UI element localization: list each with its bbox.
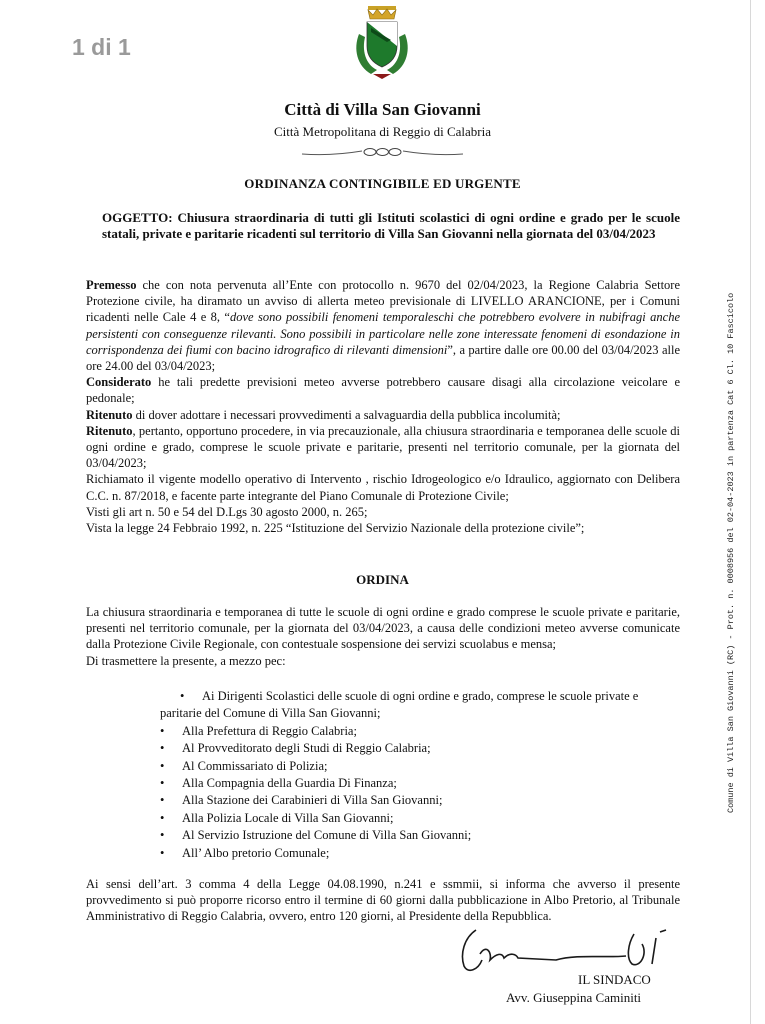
list-item bbox=[160, 758, 680, 775]
list-item-continuation bbox=[160, 705, 680, 722]
richiamato-paragraph: Richiamato il vigente modello operativo di Intervento , rischio Idrogeologico e/o Idraulico, aggiornato con Delibera C.C. n. 87/2018, e facente parte integrante del Piano Comunale di Protezione Civile; bbox=[86, 472, 680, 503]
ritenuto-text-2: , pertanto, opportuno procedere, in via precauzionale, alla chiusura straordinaria e temporanea delle scuole di ogni ordine e grado, comprese le scuole private e paritarie, presenti nel territorio comunale, per la giornata del 03/04/2023; bbox=[86, 423, 680, 471]
bullet-icon: • bbox=[180, 689, 185, 703]
ritenuto-text-1: di dover adottare i necessari provvedimenti a salvaguardia della pubblica incolumità; bbox=[132, 407, 561, 422]
considerato-text: he tali predette previsioni meteo avverse potrebbero causare disagi alla circolazione veicolare e pedonale; bbox=[86, 375, 680, 406]
recipient-label: Alla Polizia Locale di Villa San Giovanni; bbox=[182, 810, 394, 825]
premesso-lead: Premesso bbox=[86, 278, 137, 292]
subject-paragraph: OGGETTO: Chiusura straordinaria di tutti gli Istituti scolastici di ogni ordine e grado per le scuole statali, private e paritarie ricadenti sul territorio di Villa San Giovanni nella giornata del 03/04/2023 bbox=[102, 210, 680, 241]
ritenuto-lead-2: Ritenuto bbox=[86, 423, 133, 438]
recipient-label: Al Servizio Istruzione del Comune di Villa San Giovanni; bbox=[182, 828, 472, 843]
ritenuto-paragraph-1 bbox=[86, 407, 680, 423]
premesso-text-1: che con nota pervenuta all’Ente con protocollo n. 9670 del 02/04/2023, la Regione Calabria Settore Protezione civile, ha diramato un avviso di allerta meteo previsionale di LIVELLO ARANCIONE, per i Comuni ricadenti nelle Cale 4 e 8, “ bbox=[86, 278, 680, 325]
recipient-label: Alla Compagnia della Guardia Di Finanza; bbox=[182, 776, 397, 791]
order-section bbox=[86, 604, 680, 669]
recipient-label: Alla Stazione dei Carabinieri di Villa San Giovanni; bbox=[182, 793, 443, 808]
list-item bbox=[160, 827, 680, 844]
list-item bbox=[160, 688, 680, 705]
visti-paragraph: Visti gli art n. 50 e 54 del D.Lgs 30 agosto 2000, n. 265; bbox=[86, 504, 368, 519]
ordina-heading: ORDINA bbox=[356, 572, 409, 587]
appeal-notice: Ai sensi dell’art. 3 comma 4 della Legge 04.08.1990, n.241 e ssmmii, si informa che avverso il presente provvedimento si può proporre ricorso entro il termine di 60 giorni dalla pubblicazione in Albo Pretorio, al Tribunale Amministrativo di Reggio Calabria, ovvero, entro 120 giorni, al Presidente della Repubblica. bbox=[86, 877, 680, 924]
considerato-lead: Considerato bbox=[86, 375, 152, 390]
list-item bbox=[160, 810, 680, 827]
premises-section bbox=[86, 277, 680, 536]
bullet-icon: • bbox=[160, 723, 165, 738]
premesso-text-2: ”, a partire dalle ore 00.00 del 03/04/2023 alle ore 24.00 del 03/04/2023; bbox=[86, 342, 680, 374]
list-item bbox=[160, 792, 680, 809]
municipal-crest-icon bbox=[351, 4, 413, 82]
bullet-icon: • bbox=[160, 810, 165, 825]
considerato-paragraph bbox=[86, 374, 680, 406]
bullet-icon: • bbox=[160, 741, 165, 756]
page-indicator: 1 di 1 bbox=[72, 34, 131, 60]
premesso-paragraph bbox=[86, 277, 680, 374]
list-item bbox=[160, 740, 680, 757]
protocol-stamp-text: Comune di Villa San Giovanni (RC) - Prot. n. 0008956 del 02-04-2023 in partenza Cat 6 Cl. 10 Fascicolo bbox=[726, 292, 736, 813]
bullet-icon: • bbox=[160, 776, 165, 791]
recipient-label: All’ Albo pretorio Comunale; bbox=[182, 845, 330, 860]
ritenuto-lead-1: Ritenuto bbox=[86, 407, 133, 422]
order-paragraph: La chiusura straordinaria e temporanea di tutte le scuole di ogni ordine e grado comprese le scuole private e paritarie, presenti nel territorio comunale, per la giornata del 03/04/2023, a causa delle condizioni meteo avverse comunicate dalla Protezione Civile Regionale, con contestuale sospensione dei servizi scuolabus e mensa; bbox=[86, 605, 680, 652]
recipient-label: Al Commissariato di Polizia; bbox=[182, 758, 328, 773]
signatory-name: Avv. Giuseppina Caminiti bbox=[506, 990, 642, 1005]
recipient-label: Al Provveditorato degli Studi di Reggio Calabria; bbox=[182, 741, 431, 756]
bullet-icon: • bbox=[160, 793, 165, 808]
transmit-line: Di trasmettere la presente, a mezzo pec: bbox=[86, 653, 286, 668]
bullet-icon: • bbox=[160, 758, 165, 773]
handwritten-signature-icon bbox=[456, 924, 686, 976]
city-name: Città di Villa San Giovanni bbox=[284, 100, 481, 119]
ordinance-title: ORDINANZA CONTINGIBILE ED URGENTE bbox=[244, 176, 521, 191]
premesso-quote: dove sono possibili fenomeni temporaleschi che potrebbero evolvere in nubifragi anche persistenti con conseguenze rilevanti. Sono possibili in particolare nelle zone interessate fenomeni di esondazione in corrispondenza dei fiumi con bacino idrografico di rilevanti dimensioni bbox=[86, 310, 680, 357]
recipient-label: Alla Prefettura di Reggio Calabria; bbox=[182, 723, 357, 738]
recipient-first-a: Ai Dirigenti Scolastici delle scuole di ogni ordine e grado, comprese le scuole private e bbox=[202, 689, 639, 703]
list-item bbox=[160, 845, 680, 862]
page-edge bbox=[750, 0, 751, 1024]
list-item bbox=[160, 775, 680, 792]
bullet-icon: • bbox=[160, 845, 165, 860]
ritenuto-paragraph-2 bbox=[86, 423, 680, 472]
list-item bbox=[160, 723, 680, 740]
signatory-role: IL SINDACO bbox=[578, 972, 651, 987]
flourish-ornament-icon bbox=[300, 142, 465, 162]
metro-city-name: Città Metropolitana di Reggio di Calabria bbox=[274, 124, 491, 139]
recipients-list bbox=[160, 688, 680, 862]
bullet-icon: • bbox=[160, 828, 165, 843]
recipient-first-b: paritarie del Comune di Villa San Giovanni; bbox=[160, 706, 381, 721]
vista-paragraph: Vista la legge 24 Febbraio 1992, n. 225 “Istituzione del Servizio Nazionale della protezione civile”; bbox=[86, 521, 585, 536]
